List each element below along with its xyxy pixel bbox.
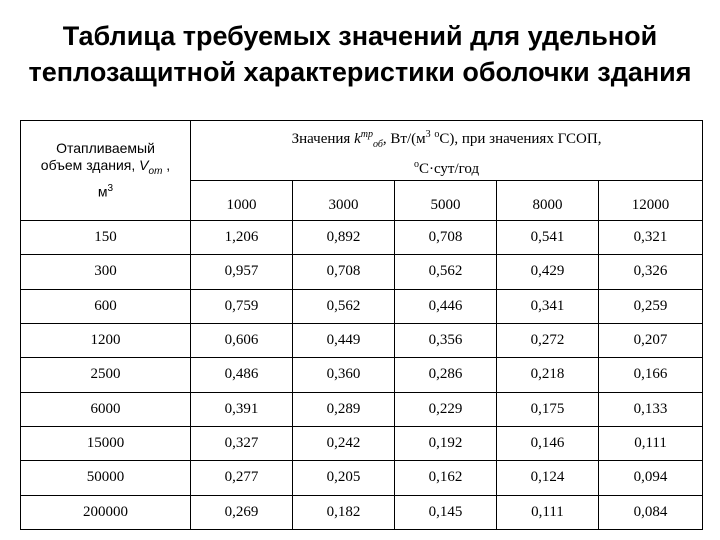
value-cell: 0,957 [191,255,293,289]
value-cell: 0,341 [497,289,599,323]
coefficient-symbol: k [354,131,361,147]
group-header-prefix: Значения [291,131,355,147]
row-header-line-2-prefix: объем здания, [40,157,140,174]
table-row [21,495,703,529]
volume-cell: 6000 [21,392,191,426]
volume-cell: 15000 [21,426,191,460]
value-cell: 0,708 [293,255,395,289]
coefficient-sub: об [372,139,383,150]
value-cell: 0,111 [599,426,703,460]
column-header: 8000 [497,181,599,221]
volume-cell: 200000 [21,495,191,529]
row-header-line-1: Отапливаемый [56,140,155,157]
value-cell: 0,356 [395,323,497,357]
value-cell: 0,708 [395,221,497,255]
value-cell: 0,166 [599,358,703,392]
value-cell: 0,391 [191,392,293,426]
volume-cell: 150 [21,221,191,255]
title-line-2: теплозащитной характеристики оболочки здания [28,57,692,87]
value-cell: 0,606 [191,323,293,357]
value-cell: 0,145 [395,495,497,529]
column-header: 12000 [599,181,703,221]
volume-cell: 1200 [21,323,191,357]
volume-cell: 50000 [21,461,191,495]
unit-sup: 3 [425,129,431,140]
requirements-table [20,120,703,530]
value-cell: 0,327 [191,426,293,460]
value-cell: 0,162 [395,461,497,495]
table-row [21,289,703,323]
value-cell: 0,205 [293,461,395,495]
unit-end: С), при значениях ГСОП, [439,131,602,147]
value-cell: 0,242 [293,426,395,460]
value-cell: 0,133 [599,392,703,426]
value-cell: 0,321 [599,221,703,255]
value-cell: 0,541 [497,221,599,255]
value-cell: 0,759 [191,289,293,323]
degree-sup: о [434,129,440,140]
value-cell: 0,892 [293,221,395,255]
value-cell: 0,486 [191,358,293,392]
value-cell: 0,326 [599,255,703,289]
degree-sup-2: о [413,159,419,170]
column-header: 1000 [191,181,293,221]
volume-subscript: от [148,166,163,178]
title-line-1: Таблица требуемых значений для удельной [62,21,658,51]
value-cell: 0,289 [293,392,395,426]
value-cell: 0,259 [599,289,703,323]
value-cell: 0,562 [293,289,395,323]
value-cell: 0,218 [497,358,599,392]
row-header-unit: м [97,183,108,200]
volume-cell: 600 [21,289,191,323]
group-header-cell [191,121,703,181]
value-cell: 0,084 [599,495,703,529]
value-cell: 1,206 [191,221,293,255]
volume-cell: 300 [21,255,191,289]
column-header: 3000 [293,181,395,221]
table-row [21,221,703,255]
column-header: 5000 [395,181,497,221]
row-header-unit-sup: 3 [107,183,114,195]
coefficient-sup: тр [360,129,373,140]
value-cell: 0,229 [395,392,497,426]
value-cell: 0,272 [497,323,599,357]
table-row [21,392,703,426]
value-cell: 0,124 [497,461,599,495]
value-cell: 0,449 [293,323,395,357]
value-cell: 0,094 [599,461,703,495]
value-cell: 0,192 [395,426,497,460]
table-row [21,255,703,289]
table-row [21,358,703,392]
row-header-line-2-suffix: , [162,157,171,174]
value-cell: 0,269 [191,495,293,529]
value-cell: 0,175 [497,392,599,426]
table-row [21,323,703,357]
table-row [21,461,703,495]
value-cell: 0,207 [599,323,703,357]
value-cell: 0,146 [497,426,599,460]
group-header-line-2: С·сут/год [418,161,480,177]
value-cell: 0,360 [293,358,395,392]
value-cell: 0,277 [191,461,293,495]
value-cell: 0,429 [497,255,599,289]
page-title [0,18,720,90]
value-cell: 0,446 [395,289,497,323]
group-header-row [21,121,703,181]
volume-cell: 2500 [21,358,191,392]
value-cell: 0,562 [395,255,497,289]
value-cell: 0,286 [395,358,497,392]
value-cell: 0,182 [293,495,395,529]
value-cell: 0,111 [497,495,599,529]
table-row [21,426,703,460]
volume-symbol: V [139,157,149,174]
row-header-cell [21,121,191,221]
unit-start: , Вт/(м [382,131,426,147]
